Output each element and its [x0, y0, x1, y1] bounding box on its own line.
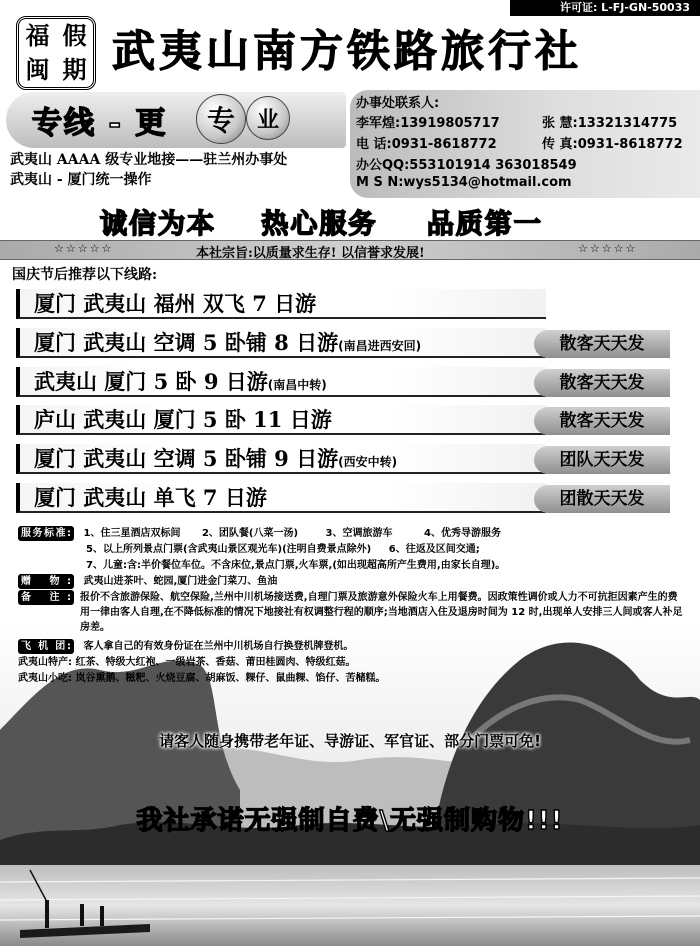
route-note: (西安中转)	[338, 455, 398, 469]
motto: 品质第一	[426, 209, 543, 240]
departure-tag: 团队天天发	[534, 446, 670, 474]
snack-text: 岚谷熏鹅、糍粑、火烧豆腐、胡麻饭、粿仔、鼠曲粿、馅仔、苦槠糕。	[75, 673, 386, 684]
no-forced-shopping-promise: 我社承诺无强制自费\无强制购物!!!	[136, 806, 564, 836]
tour-details	[18, 526, 684, 687]
flight-label: 飞 机 团:	[18, 639, 74, 654]
holiday-seal	[16, 16, 96, 90]
route-name	[34, 290, 316, 318]
seal-char: 福	[25, 21, 50, 50]
snack-label: 武夷山小吃:	[18, 673, 72, 684]
route-title: 庐山 武夷山 厦门 5 卧 11 日游	[34, 407, 332, 432]
departure-tag: 团散天天发	[534, 485, 670, 513]
service-item: 4、优秀导游服务	[423, 528, 501, 539]
route-row	[0, 328, 700, 358]
seal-char: 假	[62, 21, 87, 50]
route-intro: 国庆节后推荐以下线路:	[12, 267, 158, 283]
route-note: (南昌中转)	[267, 378, 327, 392]
service-item: 2、团队餐(八菜一汤)	[201, 528, 299, 539]
service-scope	[10, 150, 360, 190]
certificate-notice: 请客人随身携带老年证、导游证、军官证、部分门票可免!	[159, 732, 541, 750]
service-item: 5、以上所列景点门票(含武夷山景区观光车)(注明自费景点除外)	[86, 544, 372, 555]
route-title: 厦门 武夷山 福州 双飞 7 日游	[34, 291, 317, 316]
remark-text: 报价不含旅游保险、航空保险,兰州中川机场接送费,自理门票及旅游意外保险火车上用餐费。因政策性调价或人力不可抗拒因素产生的费用一律由客人自理,在不降低标准的情况下地接社有权调整行程的顺序;当地酒店入住及退房时间为 12 时,出现单人安排三人间或客人补足房差。	[80, 592, 683, 633]
route-name	[34, 406, 332, 434]
contact-person-li: 李军煌:13919805717	[356, 116, 500, 131]
company-purpose: 本社宗旨:以质量求生存! 以信誉求发展!	[196, 246, 425, 261]
seal-char: 闽	[25, 55, 50, 84]
route-title: 厦门 武夷山 空调 5 卧铺 8 日游	[34, 330, 339, 355]
departure-tag: 散客天天发	[534, 330, 670, 358]
specialty-text: 红茶、特级大红袍、一级岩茶、香菇、莆田桂圆肉、特级红菇。	[75, 657, 356, 668]
route-note: (南昌进西安回)	[338, 339, 422, 353]
scope-line: 武夷山 AAAA 级专业地接——驻兰州办事处	[10, 152, 288, 168]
gift-text: 武夷山进茶叶、蛇园,厦门进金门菜刀、鱼油	[83, 576, 278, 587]
service-item: 6、往返及区间交通;	[388, 544, 480, 555]
motto: 热心服务	[261, 209, 378, 240]
route-name	[34, 368, 327, 399]
contact-fax: 传 真:0931-8618772	[542, 137, 683, 152]
license-number: 许可证: L-FJ-GN-50033	[510, 0, 700, 16]
flight-text: 客人拿自己的有效身份证在兰州中川机场自行换登机牌登机。	[83, 641, 354, 652]
star-decoration: ☆☆☆☆☆	[578, 242, 638, 255]
slogan-banner	[6, 92, 346, 148]
route-row	[0, 405, 700, 435]
service-item: 3、空调旅游车	[325, 528, 393, 539]
contact-title: 办事处联系人:	[356, 96, 440, 111]
route-title: 厦门 武夷山 空调 5 卧铺 9 日游	[34, 446, 339, 471]
contact-msn: M S N:wys5134@hotmail.com	[356, 175, 572, 190]
departure-tag: 散客天天发	[534, 407, 670, 435]
slogan-bubble: 业	[246, 96, 290, 140]
seal-char: 期	[62, 55, 87, 84]
route-name	[34, 445, 397, 476]
remark-label: 备 注:	[18, 590, 74, 605]
slogan-bubble: 专	[196, 94, 246, 144]
route-name	[34, 329, 421, 360]
service-item: 7、儿童:含:半价餐位车位。不含床位,景点门票,火车票,(如出现超高所产生费用,由家长自理)。	[86, 560, 506, 571]
contact-qq: 办公QQ:553101914 363018549	[356, 158, 577, 173]
scope-line: 武夷山 - 厦门统一操作	[10, 172, 152, 188]
contact-phone: 电 话:0931-8618772	[356, 137, 497, 152]
star-decoration: ☆☆☆☆☆	[54, 242, 114, 255]
route-row	[0, 289, 700, 319]
company-name: 武夷山南方铁路旅行社	[112, 27, 582, 77]
gift-label: 赠 物:	[18, 574, 74, 589]
route-title: 武夷山 厦门 5 卧 9 日游	[34, 369, 268, 394]
motto: 诚信为本	[100, 209, 216, 240]
route-name	[34, 484, 267, 512]
route-title: 厦门 武夷山 单飞 7 日游	[34, 485, 267, 510]
service-label: 服务标准:	[18, 526, 74, 541]
service-item: 1、住三星酒店双标间	[83, 528, 181, 539]
specialty-label: 武夷山特产:	[18, 657, 72, 668]
route-row	[0, 483, 700, 513]
route-row	[0, 367, 700, 397]
departure-tag: 散客天天发	[534, 369, 670, 397]
mottos	[100, 202, 660, 241]
contact-person-zhang: 张 慧:13321314775	[542, 116, 678, 131]
slogan-text: 专线 - 更	[32, 106, 168, 141]
route-row	[0, 444, 700, 474]
